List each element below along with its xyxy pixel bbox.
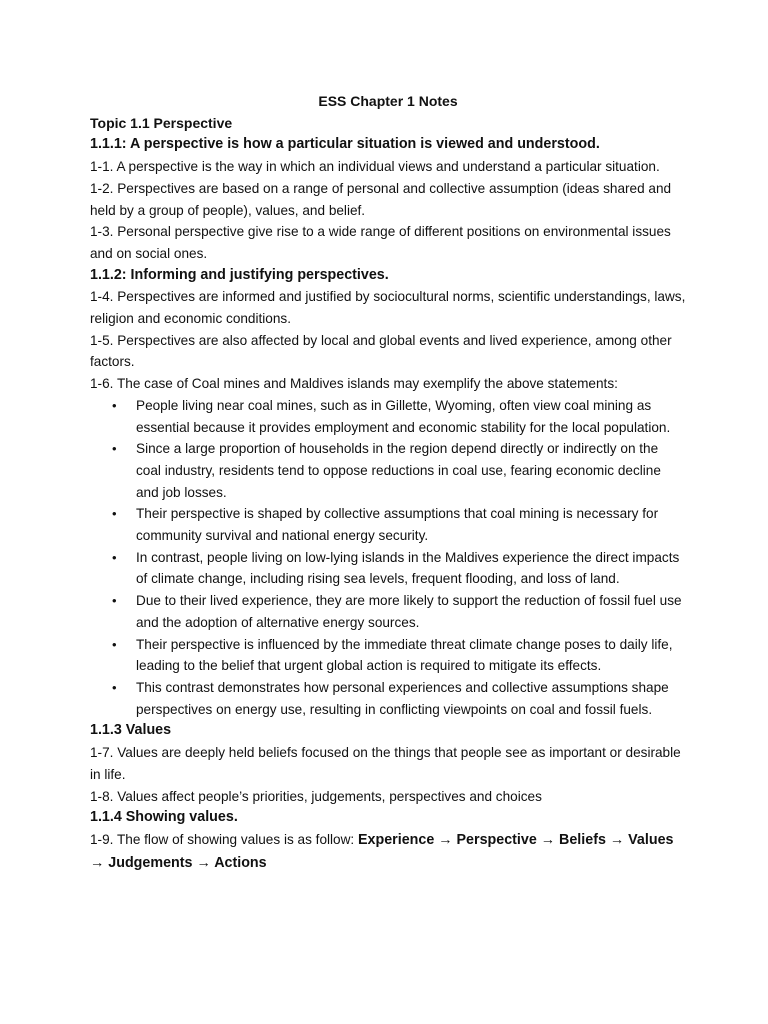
document-body: [90, 91, 686, 874]
bullet-icon: •: [112, 441, 117, 457]
list-item: [90, 395, 686, 438]
topic-heading: Topic 1.1 Perspective: [90, 114, 233, 131]
paragraph-1-7: 1-7. Values are deeply held beliefs focused on the things that people see as important or desirable in life.: [90, 745, 681, 782]
list-item-text: People living near coal mines, such as in Gillette, Wyoming, often view coal mining as essential because it provides employment and economic stability for the local population.: [136, 397, 671, 435]
bullet-list: [90, 395, 686, 721]
bullet-icon: •: [112, 593, 117, 609]
paragraph-1-8: 1-8. Values affect people’s priorities, judgements, perspectives and choices: [90, 788, 542, 804]
bullet-icon: •: [112, 397, 117, 413]
paragraph-1-5: 1-5. Perspectives are also affected by local and global events and lived experience, among other factors.: [90, 332, 672, 370]
list-item-text: This contrast demonstrates how personal experiences and collective assumptions shape perspectives on energy use, resulting in conflicting viewpoints on coal and fossil fuels.: [136, 679, 669, 717]
paragraph-1-9: [90, 829, 686, 874]
list-item: [90, 547, 686, 590]
section-heading-1-1-3: 1.1.3 Values: [90, 722, 172, 739]
list-item-text: Their perspective is influenced by the immediate threat climate change poses to daily life, leading to the belief that urgent global action is required to mitigate its effects.: [136, 636, 673, 674]
section-heading-1-1-4: 1.1.4 Showing values.: [90, 809, 238, 826]
list-item: [90, 438, 686, 503]
section-heading-1-1-1: 1.1.1: A perspective is how a particular situation is viewed and understood.: [90, 136, 600, 153]
list-item: [90, 677, 686, 720]
paragraph-1-4: 1-4. Perspectives are informed and justified by sociocultural norms, scientific understandings, laws, religion and economic conditions.: [90, 289, 686, 327]
paragraph-1-3: 1-3. Personal perspective give rise to a wide range of different positions on environmental issues and on social ones.: [90, 224, 671, 261]
list-item-text: Due to their lived experience, they are more likely to support the reduction of fossil fuel use and the adoption of alternative energy sources.: [136, 593, 682, 630]
bullet-icon: •: [112, 506, 117, 522]
section-heading-1-1-2: 1.1.2: Informing and justifying perspectives.: [90, 266, 389, 283]
list-item-text: Since a large proportion of households in the region depend directly or indirectly on the coal industry, residents tend to oppose reductions in coal use, fearing economic decline and job losses.: [136, 441, 661, 500]
list-item: [90, 503, 686, 546]
list-item-text: Their perspective is shaped by collective assumptions that coal mining is necessary for community survival and national energy security.: [136, 506, 659, 544]
bullet-icon: •: [112, 679, 117, 695]
list-item: [90, 590, 686, 633]
paragraph-1-2: 1-2. Perspectives are based on a range of personal and collective assumption (ideas shared and held by a group of people), values, and belief.: [90, 180, 672, 218]
bullet-icon: •: [112, 636, 117, 652]
paragraph-1-9-lead: 1-9. The flow of showing values is as follow:: [90, 831, 358, 847]
values-flow-sequence: Experience → Perspective → Beliefs → Values → Judgements → Actions: [90, 831, 674, 871]
list-item: [90, 634, 686, 677]
document-title: ESS Chapter 1 Notes: [318, 93, 458, 109]
paragraph-1-1: 1-1. A perspective is the way in which an individual views and understand a particular situation.: [90, 159, 660, 175]
paragraph-1-6: 1-6. The case of Coal mines and Maldives islands may exemplify the above statements:: [90, 376, 618, 392]
bullet-icon: •: [112, 549, 117, 565]
list-item-text: In contrast, people living on low-lying islands in the Maldives experience the direct impacts of climate change, including rising sea levels, frequent flooding, and loss of land.: [136, 549, 680, 587]
